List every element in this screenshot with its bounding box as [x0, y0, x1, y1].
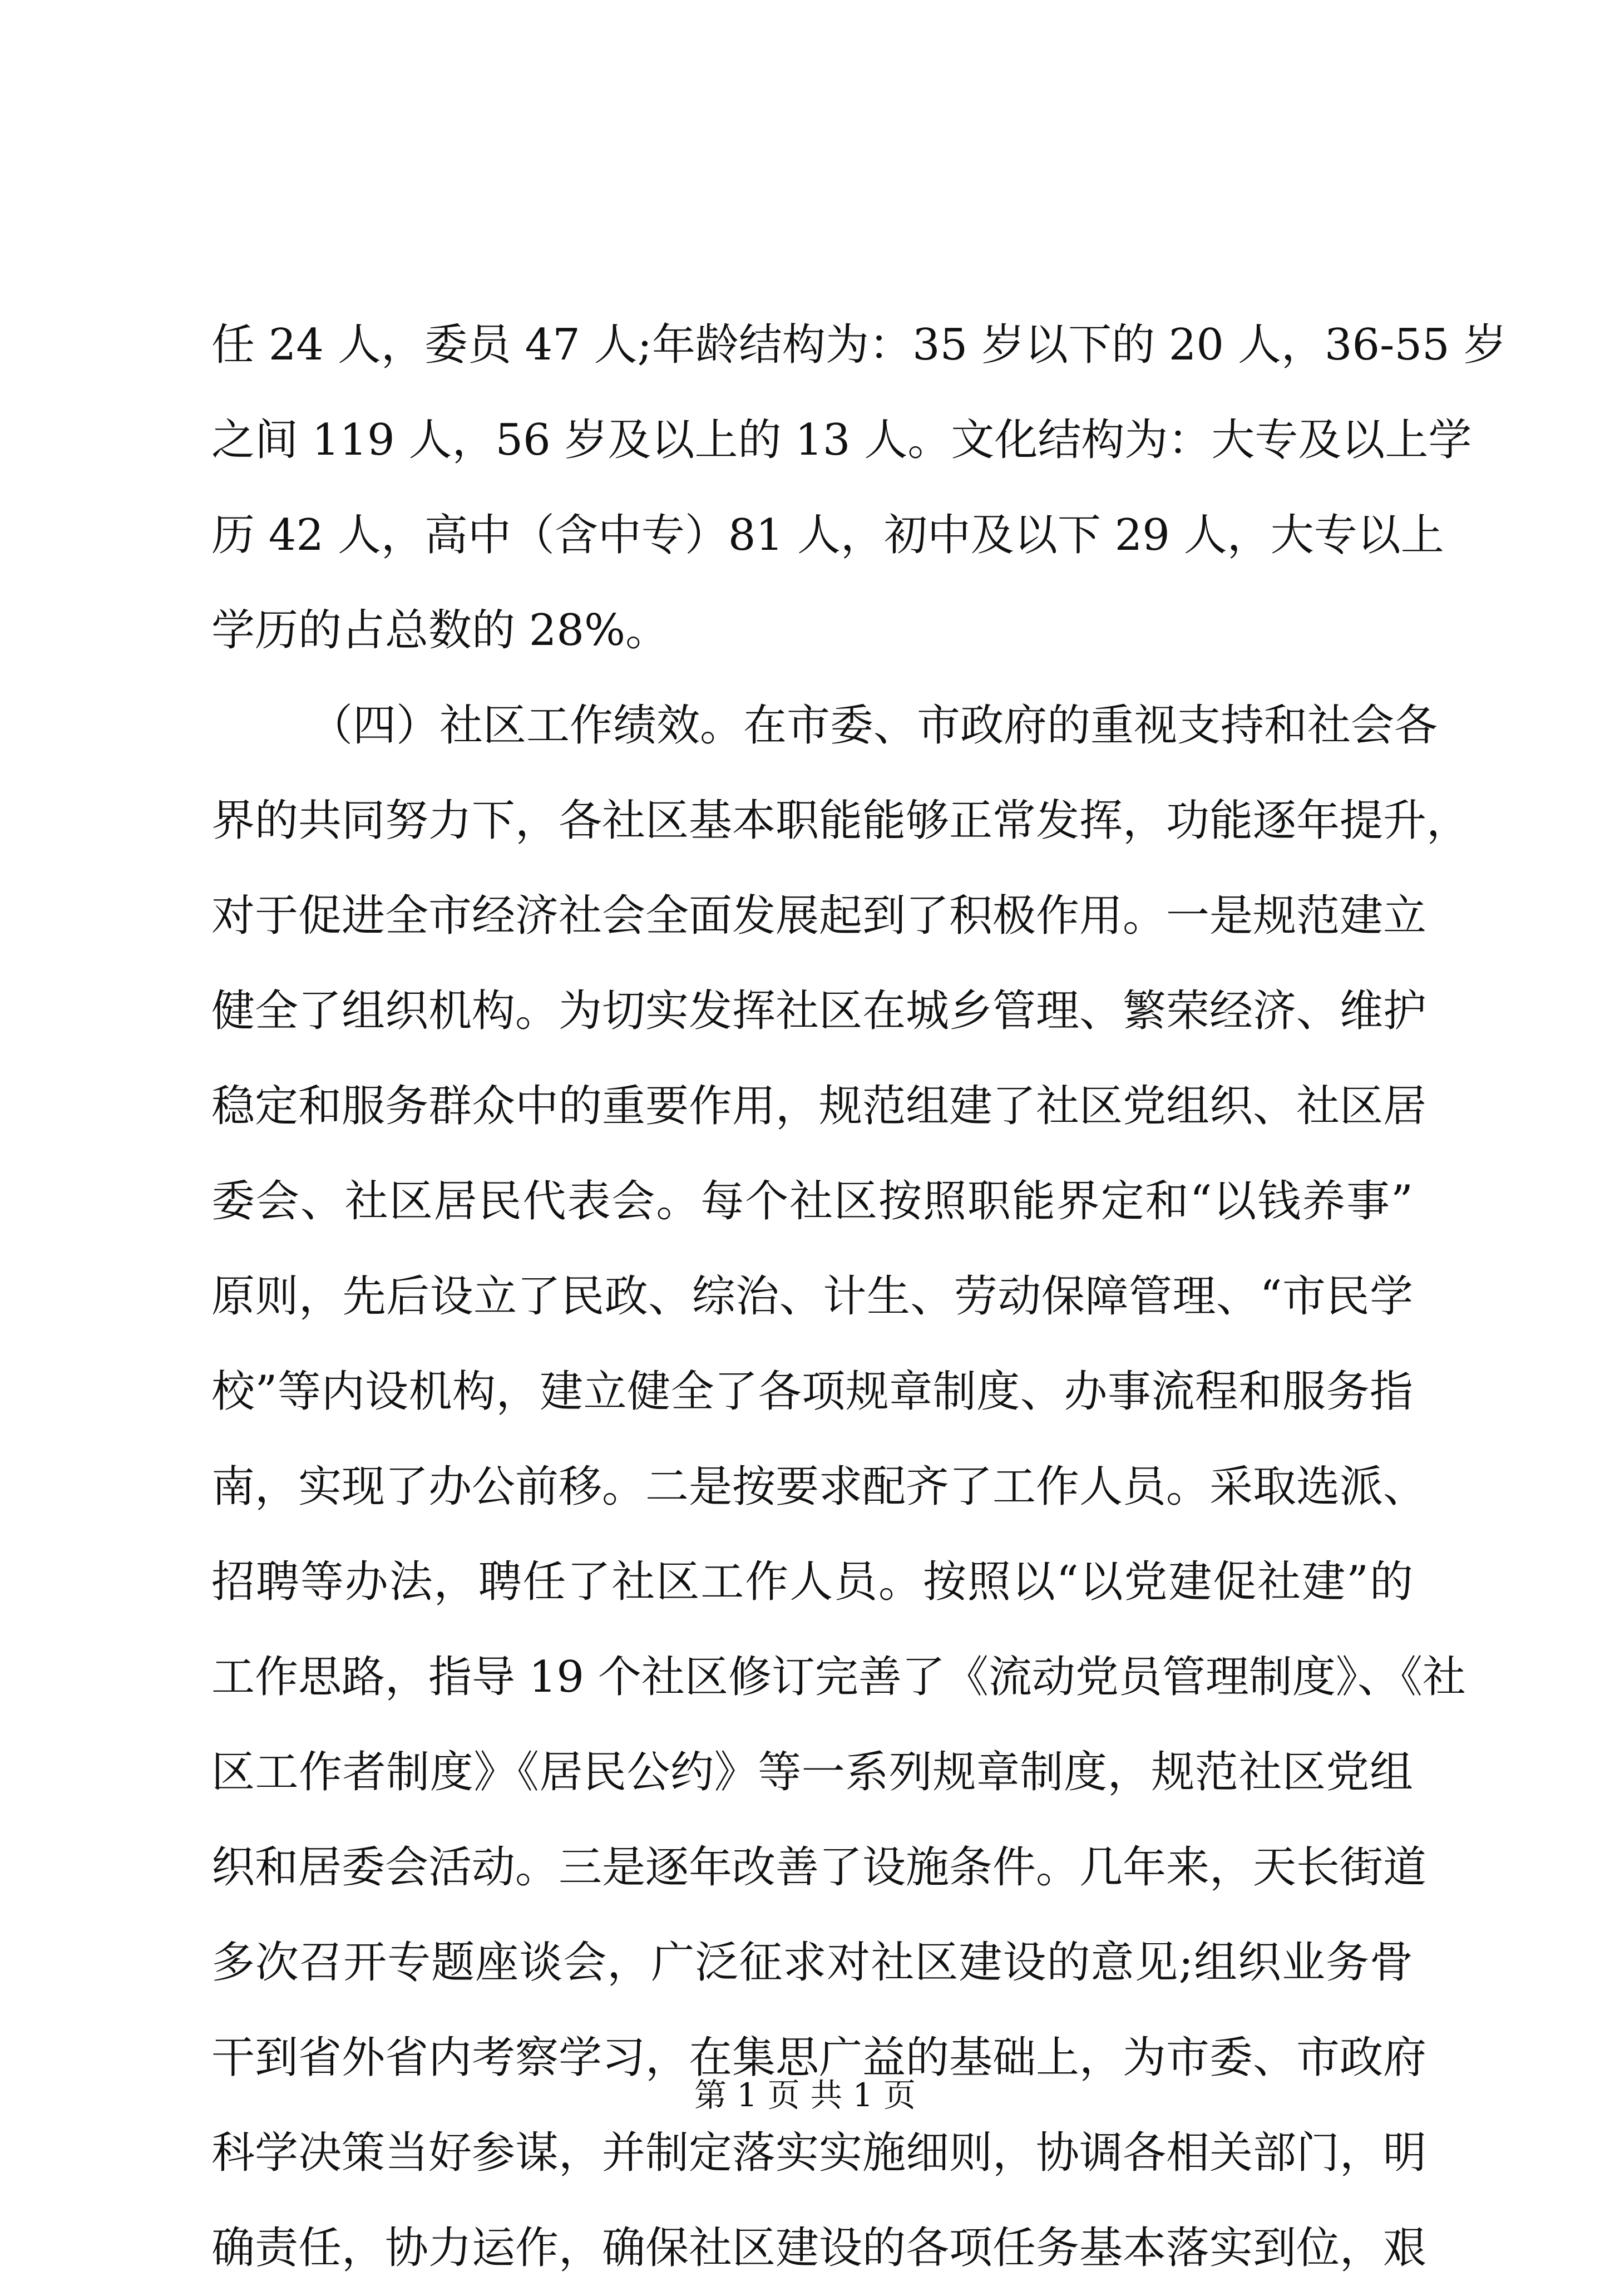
text-line-13: 南，实现了办公前移。二是按要求配齐了工作人员。采取选派、: [211, 1462, 1427, 1512]
document-body: [211, 298, 1507, 2296]
text-line-11: 原则，先后设立了民政、综治、计生、劳动保障管理、“市民学: [211, 1272, 1413, 1322]
text-line-10: 委会、社区居民代表会。每个社区按照职能界定和“以钱养事”: [211, 1176, 1413, 1226]
text-line-8: 健全了组织机构。为切实发挥社区在城乡管理、繁荣经济、维护: [211, 986, 1427, 1036]
text-line-18: 多次召开专题座谈会，广泛征求对社区建设的意见;组织业务骨: [211, 1938, 1413, 1988]
text-line-16: 区工作者制度》《居民公约》等一系列规章制度，规范社区党组: [211, 1747, 1413, 1797]
text-line-6: 界的共同努力下，各社区基本职能能够正常发挥，功能逐年提升，: [211, 796, 1470, 846]
text-line-1: 任 24 人，委员 47 人;年龄结构为：35 岁以下的 20 人，36-55 岁: [211, 320, 1507, 370]
text-line-12: 校”等内设机构，建立健全了各项规章制度、办事流程和服务指: [211, 1367, 1413, 1417]
text-line-19: 干到省外省内考察学习，在集思广益的基础上，为市委、市政府: [211, 2033, 1427, 2083]
text-line-9: 稳定和服务群众中的重要作用，规范组建了社区党组织、社区居: [211, 1081, 1427, 1131]
text-line-15: 工作思路，指导 19 个社区修订完善了《流动党员管理制度》、《社: [211, 1652, 1466, 1702]
text-line-17: 织和居委会活动。三是逐年改善了设施条件。几年来，天长街道: [211, 1842, 1427, 1893]
text-line-20: 科学决策当好参谋，并制定落实实施细则，协调各相关部门，明: [211, 2128, 1427, 2178]
text-line-5-paragraph-start: （四）社区工作绩效。在市委、市政府的重视支持和社会各: [309, 701, 1438, 751]
page-footer: 第 1 页 共 1 页: [694, 2076, 916, 2114]
text-line-2: 之间 119 人，56 岁及以上的 13 人。文化结构为：大专及以上学: [211, 415, 1472, 465]
text-line-4: 学历的占总数的 28%。: [211, 605, 669, 656]
text-line-3: 历 42 人，高中（含中专）81 人，初中及以下 29 人，大专以上: [211, 510, 1444, 560]
text-line-21: 确责任，协力运作，确保社区建设的各项任务基本落实到位，艰: [211, 2223, 1427, 2273]
text-line-7: 对于促进全市经济社会全面发展起到了积极作用。一是规范建立: [211, 891, 1427, 941]
text-line-14: 招聘等办法，聘任了社区工作人员。按照以“以党建促社建”的: [211, 1557, 1413, 1607]
